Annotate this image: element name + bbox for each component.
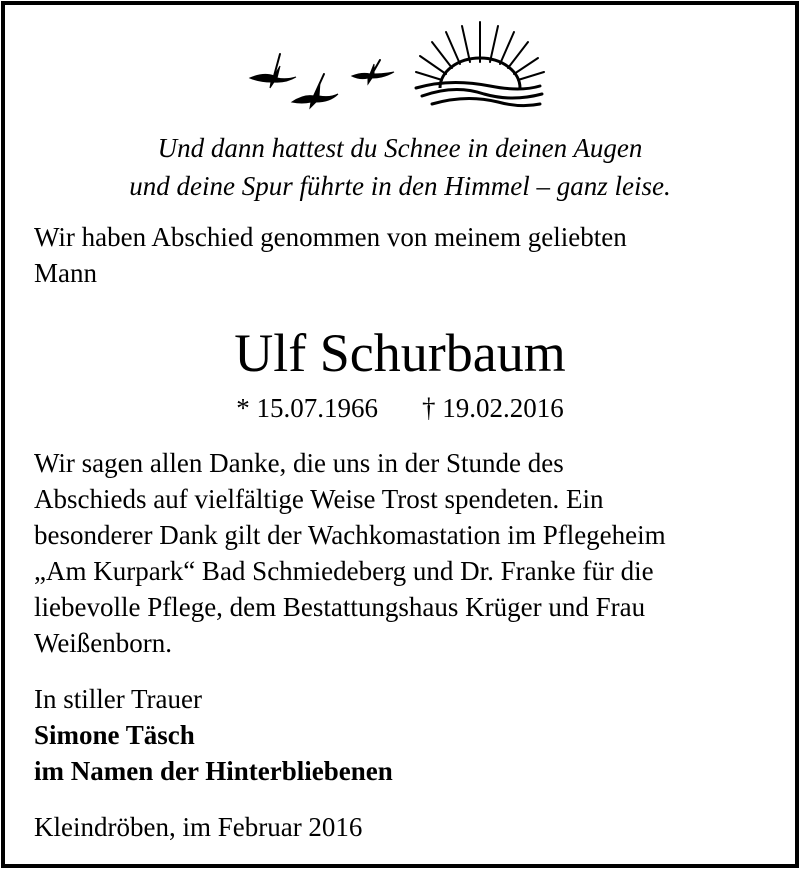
place-date: Kleindröben, im Februar 2016 bbox=[34, 812, 363, 842]
birth-date: * 15.07.1966 bbox=[236, 393, 378, 423]
intro-line-2: Mann bbox=[34, 258, 97, 288]
birds-sunset-icon bbox=[240, 14, 560, 114]
thanks-line-6: Weißenborn. bbox=[34, 628, 173, 658]
intro-line-1: Wir haben Abschied genommen von meinem geliebten bbox=[34, 222, 627, 252]
thanks-line-3: besonderer Dank gilt der Wachkomastation im Pflegeheim bbox=[34, 520, 666, 550]
mourning-text: In stiller Trauer bbox=[34, 684, 202, 714]
thanks-line-5: liebevolle Pflege, dem Bestattungshaus Krüger und Frau bbox=[34, 592, 646, 622]
quote-line-1: Und dann hattest du Schnee in deinen Augen bbox=[157, 133, 643, 163]
death-date: † 19.02.2016 bbox=[422, 393, 564, 423]
thanks-line-2: Abschieds auf vielfältige Weise Trost spendeten. Ein bbox=[34, 484, 604, 514]
signatory-behalf: im Namen der Hinterbliebenen bbox=[34, 756, 393, 786]
life-dates bbox=[0, 392, 800, 424]
signatory-name: Simone Täsch bbox=[34, 720, 195, 750]
deceased-name: Ulf Schurbaum bbox=[234, 323, 566, 383]
thanks-line-1: Wir sagen allen Danke, die uns in der Stunde des bbox=[34, 448, 564, 478]
thanks-line-4: „Am Kurpark“ Bad Schmiedeberg und Dr. Franke für die bbox=[34, 556, 654, 586]
quote-line-2: und deine Spur führte in den Himmel – ganz leise. bbox=[129, 171, 671, 201]
